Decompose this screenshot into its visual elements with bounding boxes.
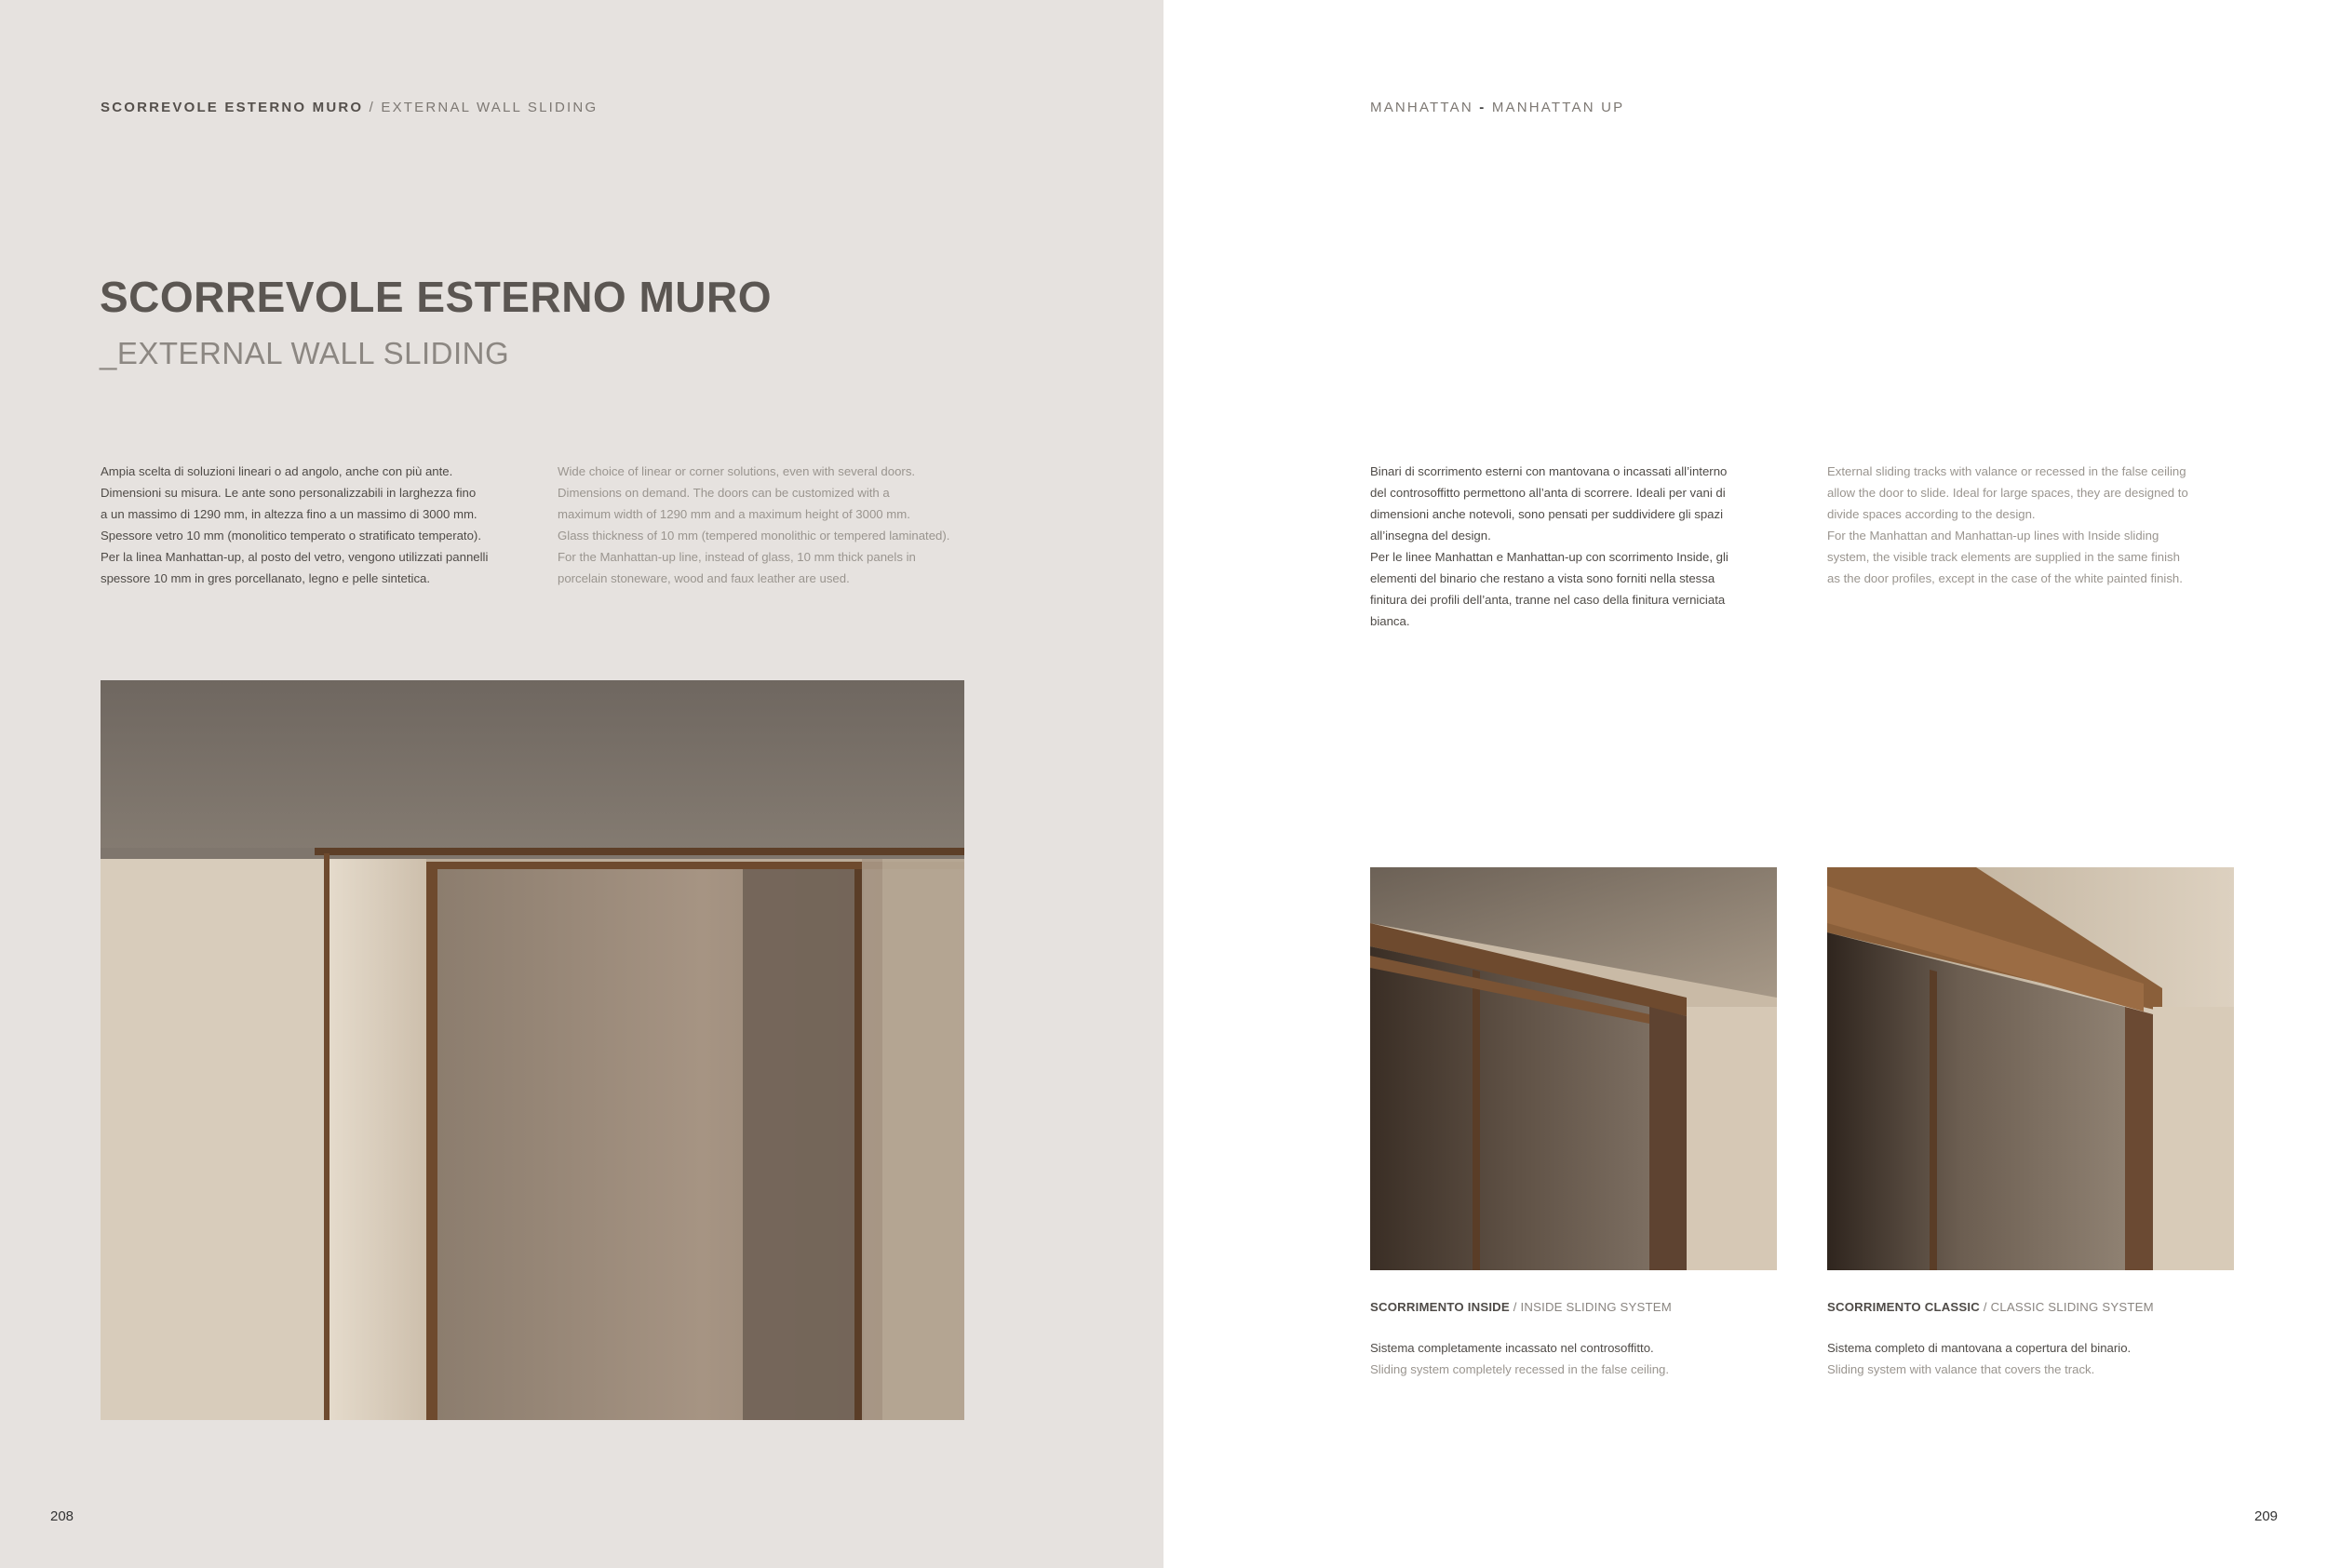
- page-number-left: 208: [50, 1508, 74, 1524]
- text-line: Glass thickness of 10 mm (tempered monolithic or tempered laminated).: [558, 529, 950, 543]
- running-head-rest: / EXTERNAL WALL SLIDING: [363, 100, 599, 115]
- caption-inside-title: [1370, 1300, 1672, 1314]
- text-line: Dimensions on demand. The doors can be customized with a: [558, 486, 890, 500]
- text-line: elementi del binario che restano a vista sono forniti nella stessa: [1370, 571, 1715, 585]
- text-line: dimensioni anche notevoli, sono pensati per suddividere gli spazi: [1370, 507, 1724, 521]
- text-line: finitura dei profili dell’anta, tranne nel caso della finitura verniciata: [1370, 593, 1726, 607]
- caption-classic-italian: Sistema completo di mantovana a copertura del binario.: [1827, 1341, 2132, 1355]
- text-line: a un massimo di 1290 mm, in altezza fino a un massimo di 3000 mm.: [101, 507, 478, 521]
- text-line: all’insegna del design.: [1370, 529, 1491, 543]
- hero-photo-sliding-door: [101, 680, 964, 1420]
- photo-inside-sliding: [1370, 867, 1777, 1270]
- intro-english: [558, 461, 967, 589]
- text-line: For the Manhattan-up line, instead of glass, 10 mm thick panels in: [558, 550, 916, 564]
- running-head-left: [101, 100, 598, 115]
- text-line: divide spaces according to the design.: [1827, 507, 2036, 521]
- caption-inside-italian: Sistema completamente incassato nel controsoffitto.: [1370, 1341, 1654, 1355]
- page-subtitle: _EXTERNAL WALL SLIDING: [100, 336, 510, 370]
- caption-classic-title: [1827, 1300, 2154, 1314]
- caption-title-rest: / CLASSIC SLIDING SYSTEM: [1980, 1300, 2154, 1314]
- caption-title-bold: SCORRIMENTO INSIDE: [1370, 1300, 1510, 1314]
- text-line: External sliding tracks with valance or recessed in the false ceiling: [1827, 464, 2186, 478]
- text-line: bianca.: [1370, 614, 1410, 628]
- text-line: Spessore vetro 10 mm (monolitico temperato o stratificato temperato).: [101, 529, 481, 543]
- running-head-line-b: MANHATTAN UP: [1491, 100, 1625, 115]
- right-page: [1164, 0, 2327, 1568]
- text-line: del controsoffitto permettono all’anta di scorrere. Ideali per vani di: [1370, 486, 1726, 500]
- text-line: Dimensioni su misura. Le ante sono personalizzabili in larghezza fino: [101, 486, 477, 500]
- caption-title-bold: SCORRIMENTO CLASSIC: [1827, 1300, 1981, 1314]
- text-line: porcelain stoneware, wood and faux leather are used.: [558, 571, 850, 585]
- caption-inside-english: Sliding system completely recessed in the false ceiling.: [1370, 1362, 1670, 1376]
- text-line: spessore 10 mm in gres porcellanato, legno e pelle sintetica.: [101, 571, 431, 585]
- running-head-line-a: MANHATTAN: [1370, 100, 1473, 115]
- text-line: Ampia scelta di soluzioni lineari o ad angolo, anche con più ante.: [101, 464, 453, 478]
- running-head-right: [1370, 100, 1624, 115]
- text-line: For the Manhattan and Manhattan-up lines with Inside sliding: [1827, 529, 2159, 543]
- text-line: Per la linea Manhattan-up, al posto del vetro, vengono utilizzati pannelli: [101, 550, 489, 564]
- photo-classic-sliding: [1827, 867, 2234, 1270]
- photo-inside-illustration: [1370, 867, 1777, 1270]
- caption-title-rest: / INSIDE SLIDING SYSTEM: [1509, 1300, 1672, 1314]
- text-line: Binari di scorrimento esterni con mantovana o incassati all’interno: [1370, 464, 1728, 478]
- photo-classic-illustration: [1827, 867, 2234, 1270]
- description-english: [1827, 461, 2237, 589]
- text-line: maximum width of 1290 mm and a maximum height of 3000 mm.: [558, 507, 910, 521]
- text-line: Wide choice of linear or corner solutions, even with several doors.: [558, 464, 916, 478]
- page-title: SCORREVOLE ESTERNO MURO: [100, 273, 773, 321]
- running-head-bold: SCORREVOLE ESTERNO MURO: [101, 100, 364, 115]
- text-line: Per le linee Manhattan e Manhattan-up con scorrimento Inside, gli: [1370, 550, 1728, 564]
- hero-photo-illustration: [101, 680, 964, 1420]
- running-head-separator: -: [1473, 100, 1492, 115]
- text-line: as the door profiles, except in the case of the white painted finish.: [1827, 571, 2183, 585]
- description-italian: [1370, 461, 1780, 632]
- intro-italian: [101, 461, 510, 589]
- page-number-right: 209: [2254, 1508, 2279, 1524]
- text-line: allow the door to slide. Ideal for large spaces, they are designed to: [1827, 486, 2188, 500]
- caption-classic-english: Sliding system with valance that covers the track.: [1827, 1362, 2095, 1376]
- text-line: system, the visible track elements are supplied in the same finish: [1827, 550, 2180, 564]
